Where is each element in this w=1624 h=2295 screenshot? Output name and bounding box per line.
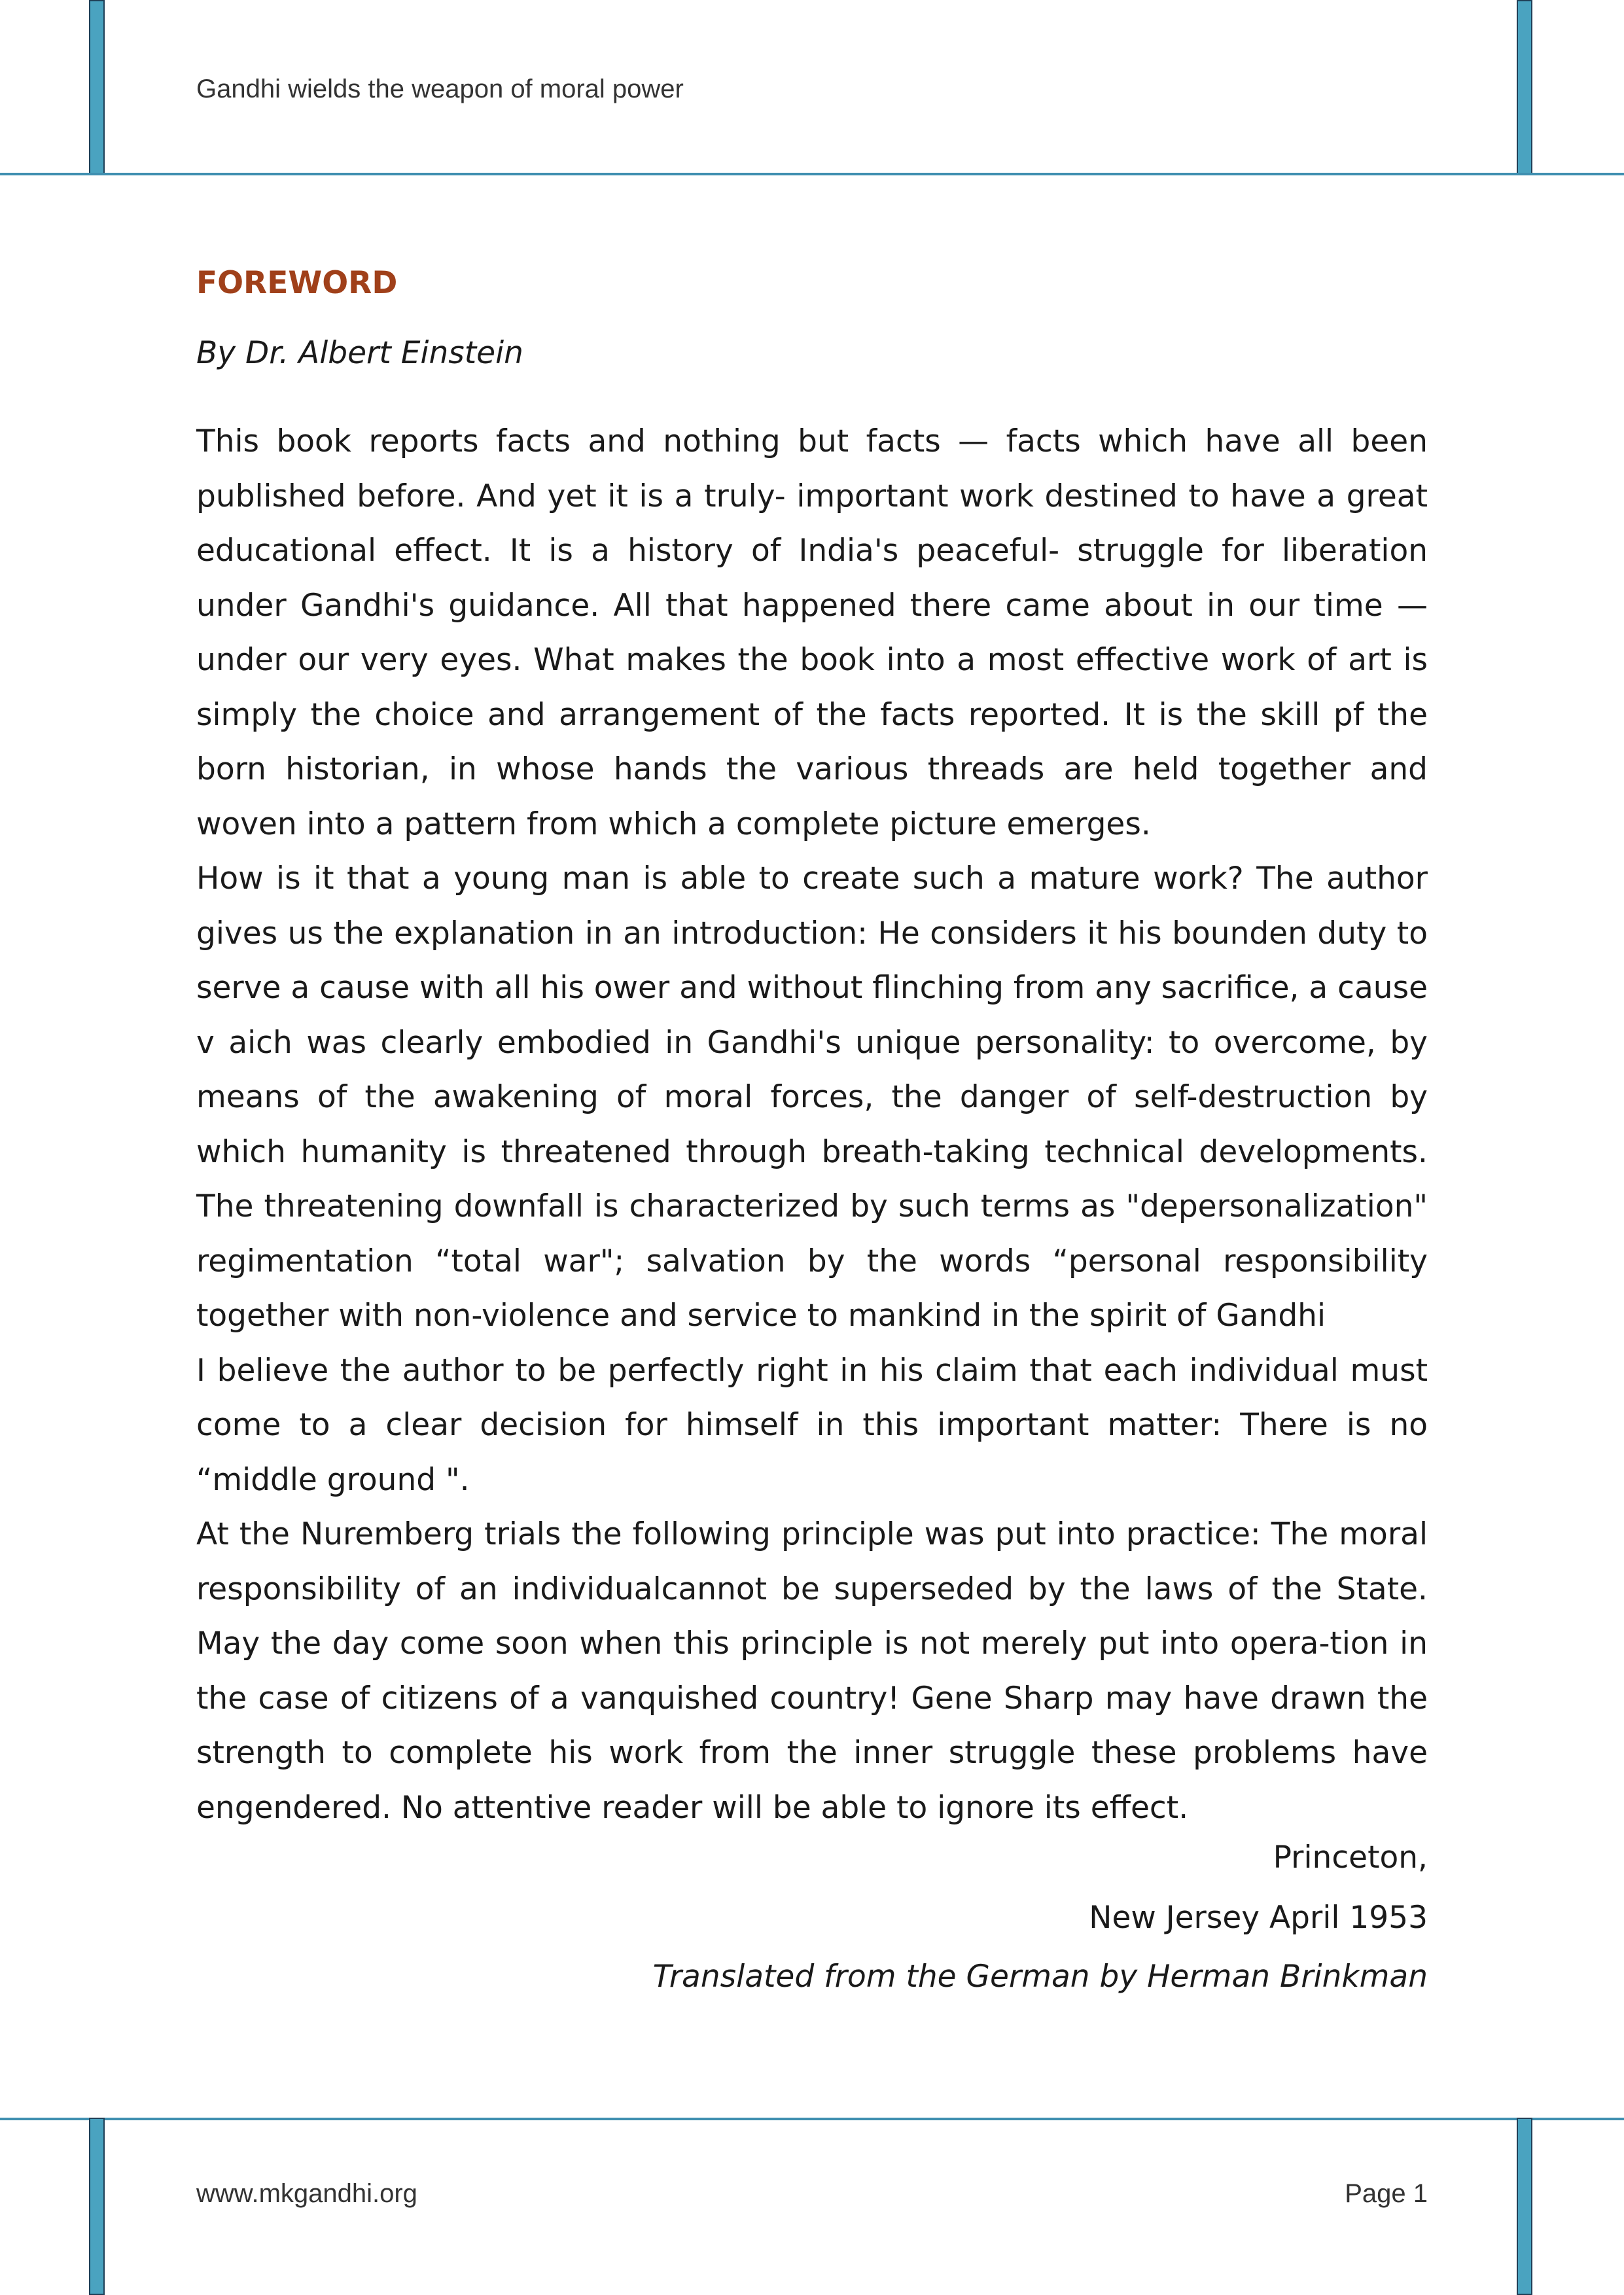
paragraph-4: At the Nuremberg trials the following principle was put into practice: The moral responsibility of an individualcannot be superseded by the laws of the State. May the day come soon when this principle is not merely put into opera-tion in the case of citizens of a vanquished country! Gene Sharp may have drawn the strength to complete his work from the inner struggle these problems have engendered. No attentive reader will be able to ignore its effect. [196, 1516, 1428, 1826]
header-rule [0, 173, 1624, 175]
header-left-bar [89, 0, 105, 175]
signature-translation: Translated from the German by Herman Brinkman [652, 1959, 1428, 1995]
footer-page-number: Page 1 [1345, 2179, 1428, 2208]
footer-rule [0, 2118, 1624, 2120]
document-heading: FOREWORD [196, 265, 398, 301]
footer-website: www.mkgandhi.org [196, 2179, 417, 2208]
signature-place: Princeton, [1273, 1840, 1428, 1876]
footer-left-bar [89, 2118, 105, 2295]
header-right-bar [1517, 0, 1532, 175]
document-byline: By Dr. Albert Einstein [196, 335, 523, 371]
footer-right-bar [1517, 2118, 1532, 2295]
header-title: Gandhi wields the weapon of moral power [196, 75, 684, 103]
signature-date: New Jersey April 1953 [1089, 1900, 1428, 1936]
paragraph-3: I believe the author to be perfectly right in his claim that each individual must come to a clear decision for himself in this important matter: There is no “middle ground ". [196, 1352, 1428, 1498]
document-body [196, 265, 1428, 2000]
paragraph-2: How is it that a young man is able to create such a mature work? The author gives us the explanation in an introduction: He considers it his bounden duty to serve a cause with all his ower and without flinching from any sacrifice, a cause v aich was clearly embodied in Gandhi's unique personality: to overcome, by means of the awakening of moral forces, the danger of self-destruction by which humanity is threatened through breath-taking technical developments. The threatening downfall is characterized by such terms as "depersonalization" regimentation “total war"; salvation by the words “personal responsibility together with non-violence and service to mankind in the spirit of Gandhi [196, 861, 1428, 1334]
paragraph-1: This book reports facts and nothing but facts — facts which have all been published before. And yet it is a truly- important work destined to have a great educational effect. It is a history of India's peaceful- struggle for liberation under Gandhi's guidance. All that happened there came about in our time — under our very eyes. What makes the book into a most effective work of art is simply the choice and arrangement of the facts reported. It is the skill pf the born historian, in whose hands the various threads are held together and woven into a pattern from which a complete picture emerges. [196, 423, 1428, 842]
